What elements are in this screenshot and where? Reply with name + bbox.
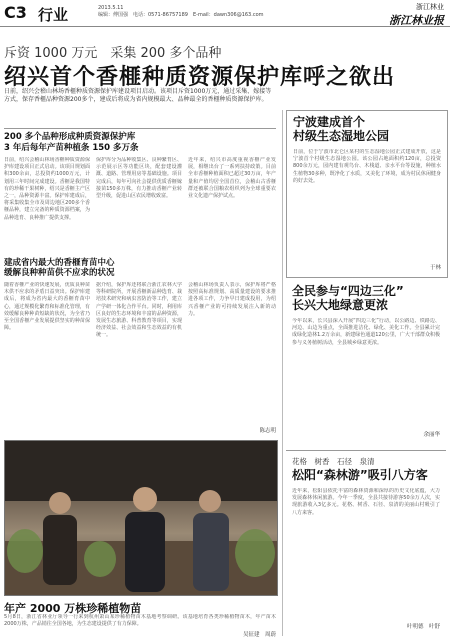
province-label: 浙江林业 <box>416 3 444 11</box>
main-col-3: 近年来，绍兴市高度重视香榧产业发展，相继出台了一系列扶持政策。目前全市香榧种植面积已超过30万亩，年产量和产值均居全国首位，会稽山古香榧群还被联合国粮农组织列为全球重要农业文化遗产保护试点。 <box>188 157 276 200</box>
photo-author: 吴征建 周蔚 <box>242 632 276 638</box>
issue-date: 2013.5.11 <box>98 5 124 11</box>
main-col-2: 保护库分为品种收集区、良种繁育区、示范展示区等功能区块，配套建设灌溉、道路、管理用房等基础设施。项目完成后，每年可向社会提供优质香榧嫁接苗150多万株，有力推动香榧产业转型升级，促进山区农民增收致富。 <box>96 157 182 200</box>
right1-headline-2: 村级生态湿地公园 <box>293 129 390 143</box>
news-photo <box>4 440 278 596</box>
main-col-5: 据介绍，保护库还将联合浙江农林大学等科研院所，开展香榧新品种选育、栽培技术研究和病虫害防治等工作，建立产学研一体化合作平台。同时，利用库区良好的生态环境和丰富的品种资源，发展生态旅游、科普教育等项目，实现经济效益、社会效益和生态效益的有机统一。 <box>96 282 182 339</box>
subhead-c: 建成省内最大的香榧育苗中心 <box>4 258 115 268</box>
right3-kicker: 花格 树香 石径 泉清 <box>292 457 375 466</box>
main-author: 陈志明 <box>259 428 276 434</box>
main-headline: 绍兴首个香榧种质资源保护库呼之欲出 <box>4 65 396 90</box>
header-meta <box>98 5 264 19</box>
main-kicker: 斥资 1000 万元 采集 200 多个品种 <box>4 46 222 61</box>
right2-headline-2: 长兴大地绿意更浓 <box>292 298 389 312</box>
right2-author: 余丽华 <box>423 432 440 438</box>
newspaper-name: 浙江林业报 <box>389 14 444 27</box>
right1-headline: 宁波建成首个 <box>293 115 366 129</box>
right-divider <box>286 450 446 451</box>
column-divider <box>282 110 283 636</box>
section-title: 行业 <box>38 6 69 24</box>
main-col-4: 随着香榧产业的快速发展，优质良种苗木供不应求的矛盾日益突出。保护库建成后，将成为省内最大的香榧育苗中心，通过规模化繁育和标准化管理，有效缓解良种种苗短缺的状况，为全省乃至全国香榧产业发展提供坚实的种苗保障。 <box>4 282 90 332</box>
page-header <box>0 0 450 27</box>
right1-author: 于林 <box>429 265 441 271</box>
page-code: C3 <box>4 3 27 22</box>
photo-headline: 年产 2000 万株珍稀植物苗 <box>4 602 142 615</box>
divider <box>4 128 276 129</box>
right3-text: 近年来，松阳县依托丰富的森林资源和深厚的历史文化底蕴，大力发展森林休闲旅游。今年一季度，全县共接待游客50余万人次，实现旅游收入3亿多元。花格、树香、石径、泉清的美丽山村吸引了八方来客。 <box>292 488 440 516</box>
right2-headline: 全民参与“四边三化” <box>292 284 404 298</box>
right-story-2 <box>286 284 446 444</box>
right-story-3 <box>286 456 446 636</box>
photo-caption: 5月8日，浙江省林业厅领导一行来到杭州萧山某珍稀植物苗木基地考察调研。该基地培育各类珍稀植物苗木，年产苗木2000万株，产品销往全国各地，为生态建设提供了有力保障。 <box>4 614 276 628</box>
right-story-1 <box>286 110 448 278</box>
right1-text: 日前，位于宁波市北仑区某村的生态湿地公园正式建成开放，这是宁波首个村级生态湿地公园。该公园占地面积约120亩，总投资800余万元，园内建有观鸟台、木栈道、亲水平台等设施，种植水生植物30多种，既净化了水质，又美化了环境，成为村民休闲健身的好去处。 <box>293 149 441 184</box>
main-lead: 日前，绍兴会稽山林场香榧种质资源保护库建设项目启动。该项目斥资1000万元，通过采集、嫁接等方式，保存香榧品种资源200多个，建成后将成为省内规模最大、品种最全的香榧种质资源保护库。 <box>4 88 272 103</box>
right2-text: 今年以来，长兴县深入开展“四边三化”行动，以公路边、铁路边、河边、山边为重点，全面推进洁化、绿化、美化工作。全县累计完成绿化造林1.2万余亩，新建绿色通道120公里，广大干部群众积极参与义务植树活动，全县城乡绿意更浓。 <box>292 318 440 346</box>
subhead-b: 3 年后每年产苗种植条 150 多万条 <box>4 143 139 153</box>
subhead-d: 缓解良种种苗供不应求的状况 <box>4 268 115 278</box>
right3-author: 叶明德 叶舒 <box>406 624 440 630</box>
right3-headline: 松阳“森林游”吸引八方客 <box>292 468 428 482</box>
subhead-a: 200 多个品种形成种质资源保护库 <box>4 132 136 142</box>
editor-contact: 编辑：傅国强 电话：0571-86757189 E-mail：dawn306@163.com <box>98 12 264 18</box>
photo-illustration <box>5 441 277 595</box>
main-col-1: 日前，绍兴会稽山林场香榧种质资源保护库建设项目正式启动。该项目规划面积300余亩，总投资约1000万元，计划用三年时间完成建设。香榧是我国特有的珍稀干果树种，绍兴是香榧主产区之一，品种资源丰富。保护库建成后，将采集收集全市及周边地区200多个香榧品种，建立完备的种质资源档案，为品种选育、良种推广提供支撑。 <box>4 157 90 221</box>
main-col-6: 会稽山林场负责人表示，保护库将严格按照高标准规划、高质量建设的要求推进各项工作，力争早日建成投用，为绍兴香榧产业的可持续发展注入新的动力。 <box>188 282 276 317</box>
